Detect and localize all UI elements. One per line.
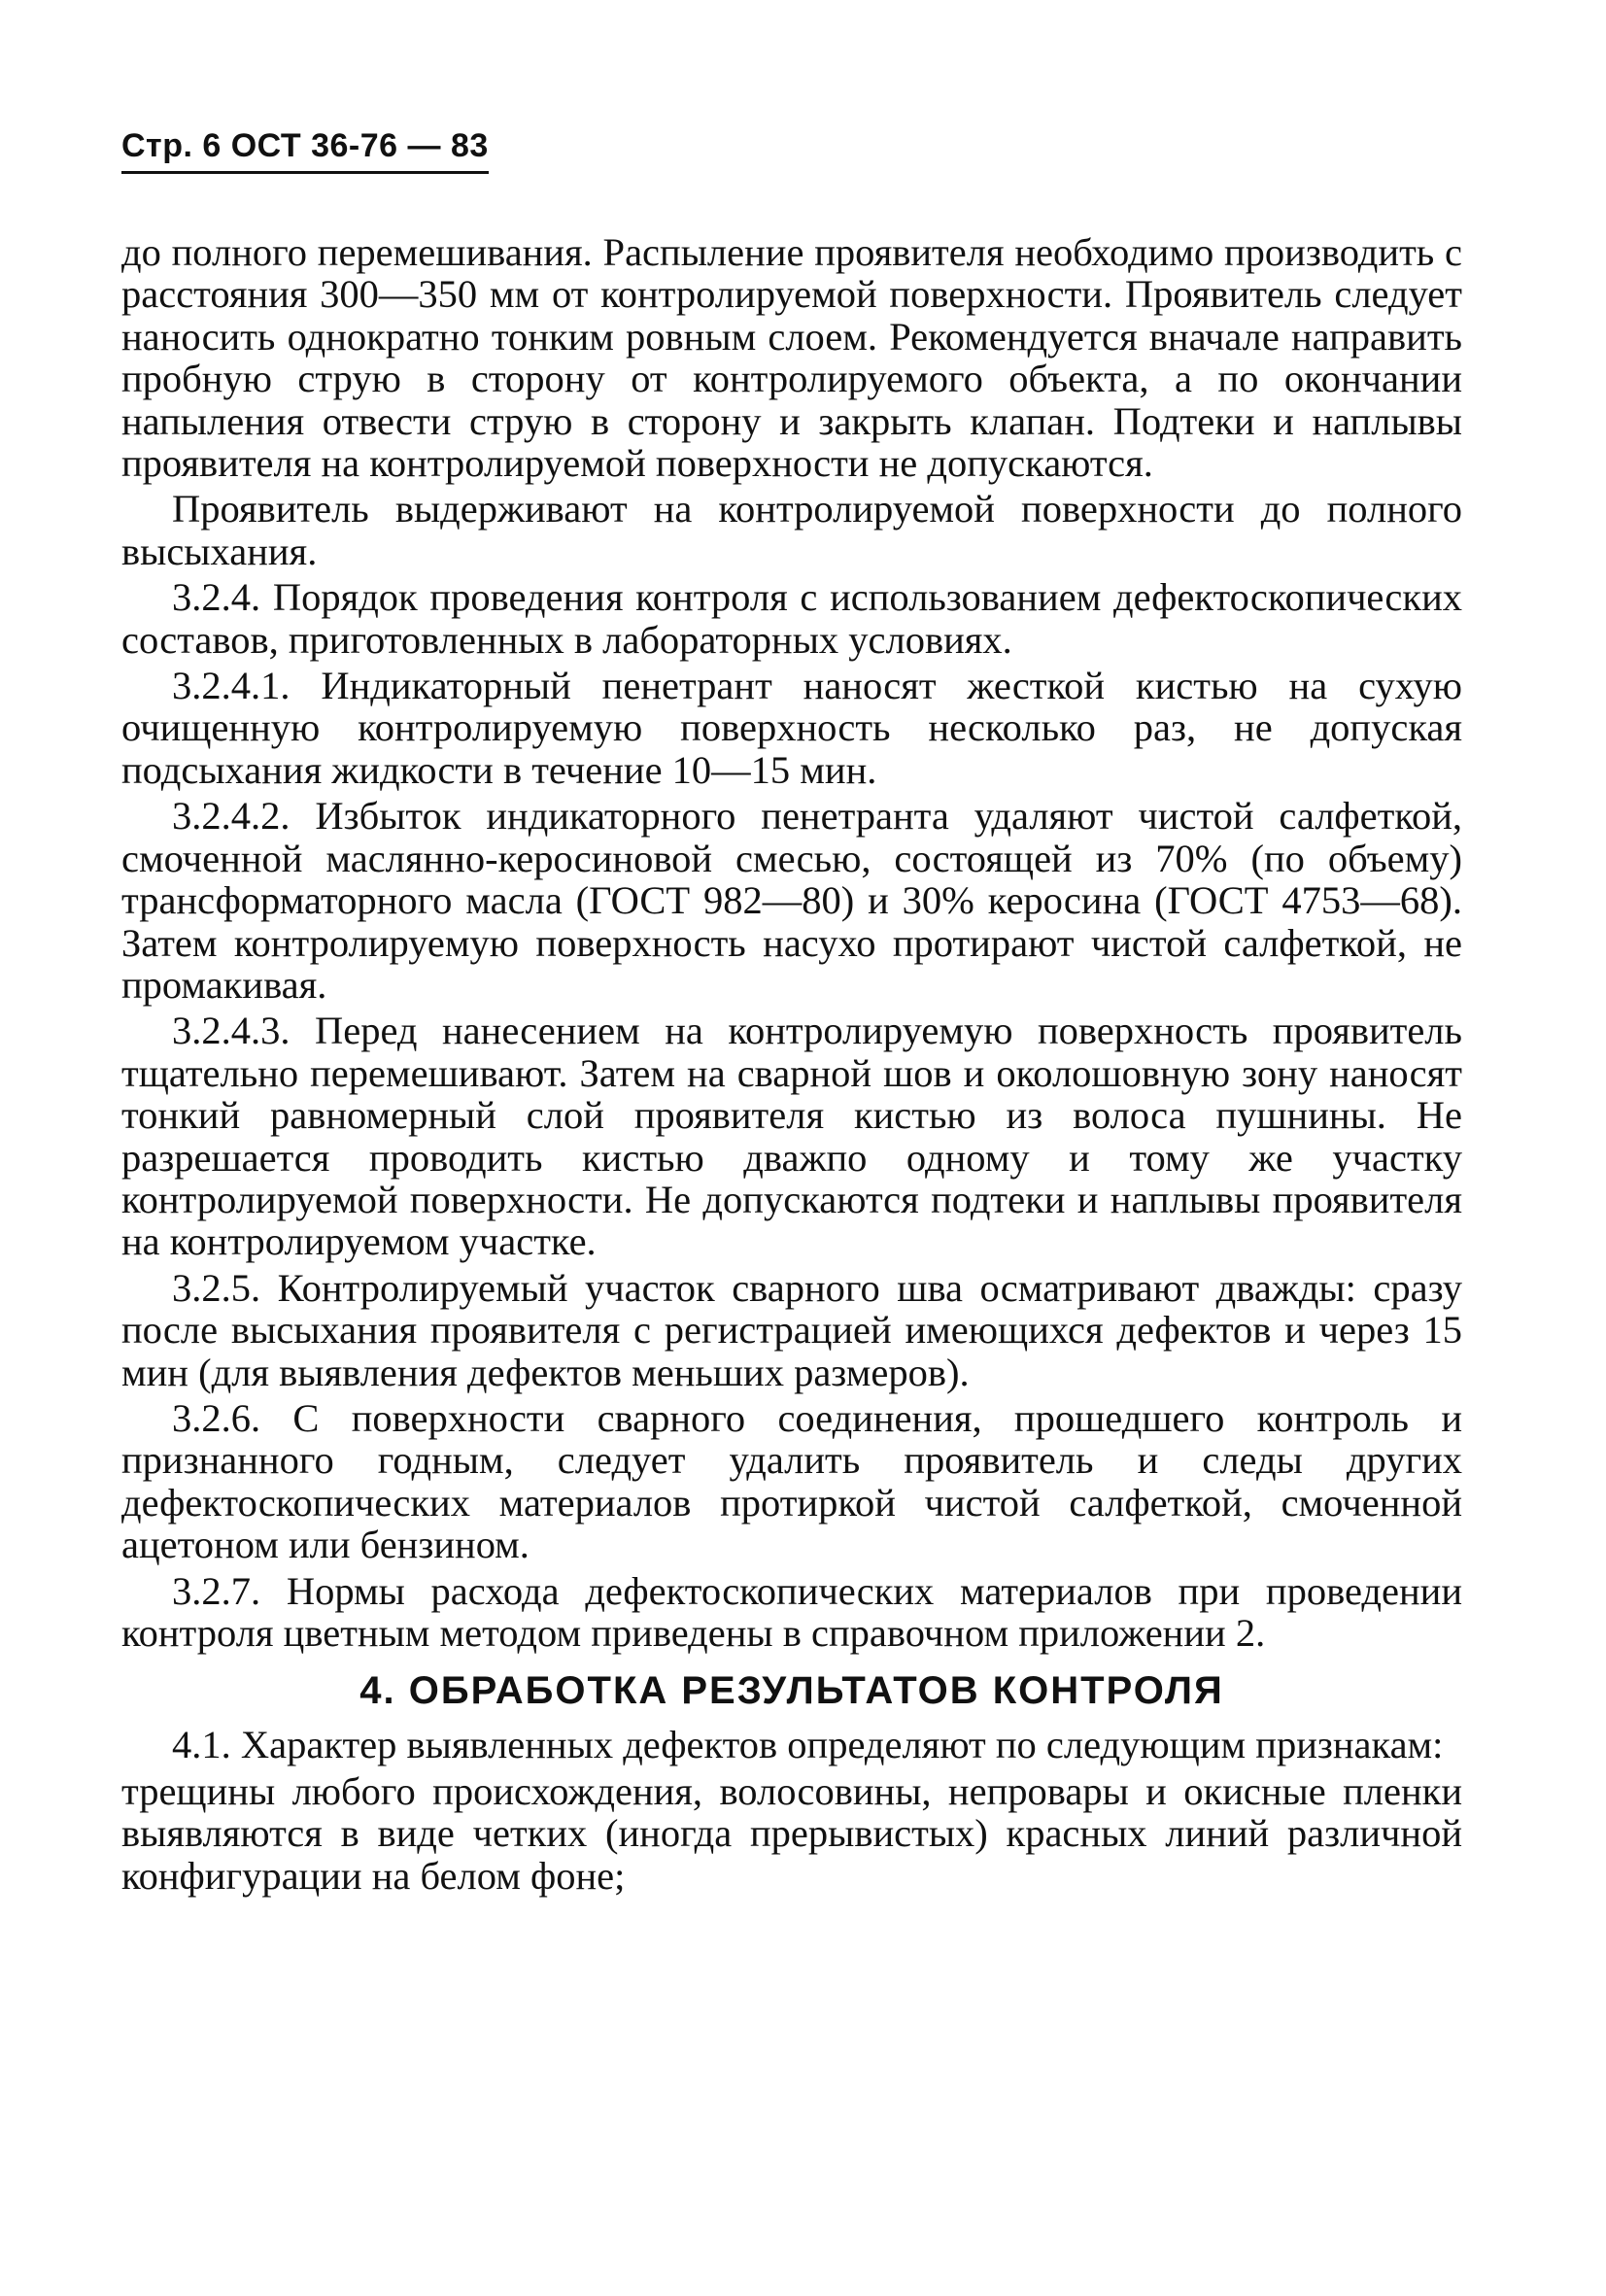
paragraph-3-2-4-2: 3.2.4.2. Избыток индикаторного пенетранта удаляют чистой салфеткой, смоченной маслянно-керосиновой смесью, состоящей из 70% (по объему) трансформаторного масла (ГОСТ 982—80) и 30% керосина (ГОСТ 4753—68). Затем контролируемую поверхность насухо протирают чистой салфеткой, не промакивая. <box>121 794 1462 1007</box>
paragraph-3-2-6: 3.2.6. С поверхности сварного соединения, прошедшего контроль и признанного годным, следует удалить проявитель и следы других дефектоскопических материалов протиркой чистой салфеткой, смоченной ацетоном или бензином. <box>121 1395 1462 1567</box>
paragraph-3-2-4-1: 3.2.4.1. Индикаторный пенетрант наносят жесткой кистью на сухую очищенную контролируемую поверхность несколько раз, не допуская подсыхания жидкости в течение 10—15 мин. <box>121 664 1462 792</box>
paragraph-3-2-4-3: 3.2.4.3. Перед нанесением на контролируемую поверхность проявитель тщательно перемешивают. Затем на сварной шов и околошовную зону наносят тонкий равномерный слой проявителя кистью из волоса пушнины. Не разрешается проводить кистью дважпо одному и тому же участку контролируемой поверхности. Не допускаются подтеки и наплывы проявителя на контролируемом участке. <box>121 1009 1462 1264</box>
paragraph-continuation: до полного перемешивания. Распыление проявителя необходимо производить с расстояния 300—350 мм от контролируемой поверхности. Проявитель следует наносить однократно тонким ровным слоем. Рекомендуется вначале направить пробную струю в сторону от контролируемого объекта, а по окончании напыления отвести струю в сторону и закрыть клапан. Подтеки и наплывы проявителя на контролируемой поверхности не допускаются. <box>121 230 1462 486</box>
paragraph-3-2-4: 3.2.4. Порядок проведения контроля с использованием дефектоскопических составов, приготовленных в лабораторных условиях. <box>121 575 1462 662</box>
paragraph-4-1: 4.1. Характер выявленных дефектов определяют по следующим признакам: <box>172 1723 1444 1767</box>
paragraph-3-2-5: 3.2.5. Контролируемый участок сварного шва осматривают дважды: сразу после высыхания проявителя с регистрацией имеющихся дефектов и через 15 мин (для выявления дефектов меньших размеров). <box>121 1265 1462 1394</box>
paragraph: Проявитель выдерживают на контролируемой поверхности до полного высыхания. <box>121 487 1462 573</box>
section-heading: 4. ОБРАБОТКА РЕЗУЛЬТАТОВ КОНТРОЛЯ <box>359 1669 1224 1713</box>
paragraph-3-2-7: 3.2.7. Нормы расхода дефектоскопических материалов при проведении контроля цветным методом приведены в справочном приложении 2. <box>121 1568 1462 1655</box>
paragraph-defect-signs: трещины любого происхождения, волосовины, непровары и окисные пленки выявляются в виде четких (иногда прерывистых) красных линий различной конфигурации на белом фоне; <box>121 1768 1462 1898</box>
page-header: Стр. 6 ОСТ 36-76 — 83 <box>121 124 489 174</box>
document-body <box>121 231 1462 1901</box>
